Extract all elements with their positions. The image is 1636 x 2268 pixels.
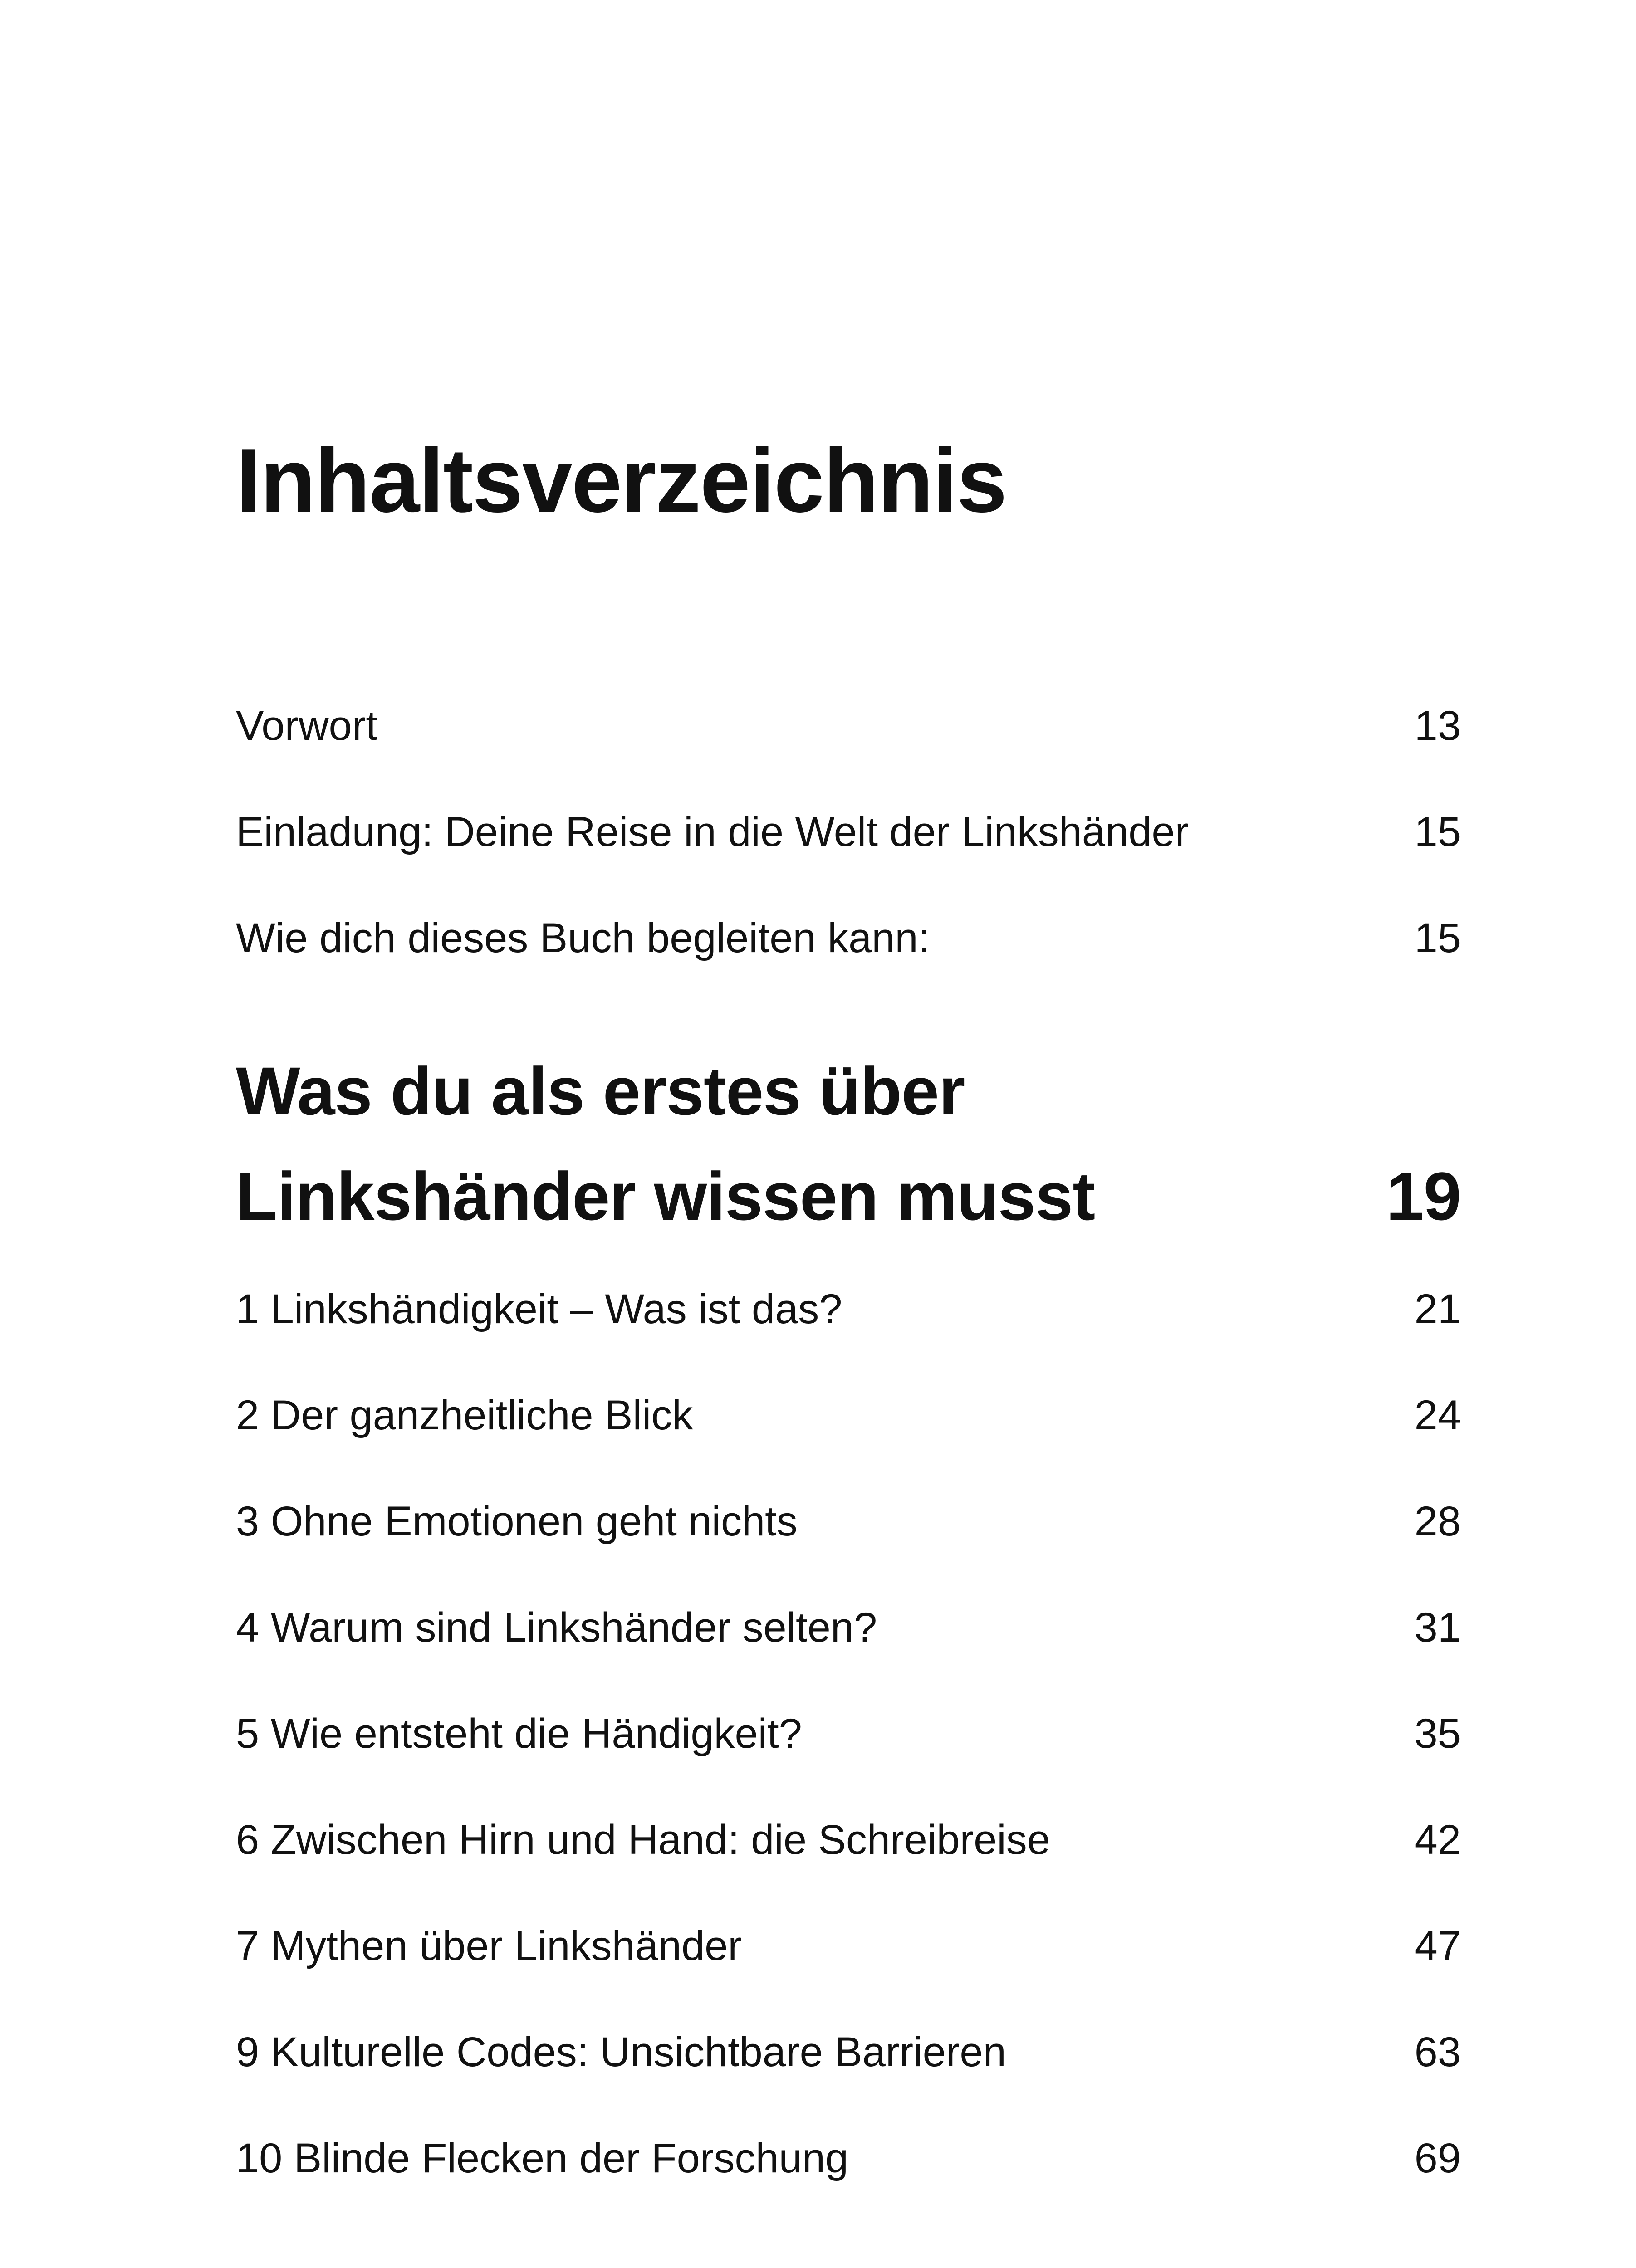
toc-entry-chapter-3: [236, 1494, 1461, 1549]
toc-entry-label: 1 Linkshändigkeit – Was ist das?: [236, 1286, 842, 1332]
section-heading: [236, 1053, 1461, 1238]
toc-entry-chapter-1: [236, 1282, 1461, 1336]
toc-entry-page: 42: [1414, 1816, 1461, 1863]
toc-entry-page: 21: [1414, 1286, 1461, 1332]
toc-entry-label: 10 Blinde Flecken der Forschung: [236, 2135, 849, 2181]
toc-entry-label: 2 Der ganzheitliche Blick: [236, 1392, 693, 1438]
toc-entry-chapter-7: [236, 1919, 1461, 1973]
toc-entry-page: 63: [1414, 2028, 1461, 2075]
page-title: Inhaltsverzeichnis: [236, 430, 1006, 531]
toc-entry-chapter-5: [236, 1706, 1461, 1761]
toc-entry-page: 15: [1414, 914, 1461, 961]
toc-entry-page: 15: [1414, 808, 1461, 855]
toc-entry-page: 69: [1414, 2135, 1461, 2181]
toc-entry-label: Einladung: Deine Reise in die Welt der Linkshänder: [236, 808, 1189, 855]
toc-entry-label: 5 Wie entsteht die Händigkeit?: [236, 1710, 802, 1757]
toc-entry-chapter-9: [236, 2025, 1461, 2079]
toc-entry-page: 31: [1414, 1604, 1461, 1651]
toc-entry-label: 4 Warum sind Linkshänder selten?: [236, 1604, 877, 1651]
section-heading-line2: Linkshänder wissen musst: [236, 1158, 1095, 1234]
toc-entry-label: 3 Ohne Emotionen geht nichts: [236, 1498, 798, 1545]
toc-entry-page: 47: [1414, 1922, 1461, 1969]
section-heading-line2-row: [236, 1158, 1461, 1234]
toc-entry-page: 35: [1414, 1710, 1461, 1757]
toc-entry-page: 24: [1414, 1392, 1461, 1438]
toc-entry-page: 28: [1414, 1498, 1461, 1545]
toc-entry-label: Vorwort: [236, 702, 377, 749]
toc-entry-chapter-2: [236, 1388, 1461, 1442]
section-heading-page: 19: [1386, 1158, 1461, 1234]
toc-entry-chapter-10: [236, 2131, 1461, 2185]
toc-entry-label: Wie dich dieses Buch begleiten kann:: [236, 914, 930, 961]
toc-entry-chapter-4: [236, 1600, 1461, 1655]
toc-entry-label: 6 Zwischen Hirn und Hand: die Schreibreise: [236, 1816, 1050, 1863]
toc-entry-label: 9 Kulturelle Codes: Unsichtbare Barrieren: [236, 2028, 1006, 2075]
toc-entry-chapter-6: [236, 1813, 1461, 1867]
toc-entry-einladung: [236, 805, 1461, 859]
toc-entry-label: 7 Mythen über Linkshänder: [236, 1922, 742, 1969]
toc-entry-buch-begleiten: [236, 911, 1461, 965]
toc-entry-vorwort: [236, 699, 1461, 753]
section-heading-line1: Was du als erstes über: [236, 1053, 965, 1129]
toc-entry-page: 13: [1414, 702, 1461, 749]
